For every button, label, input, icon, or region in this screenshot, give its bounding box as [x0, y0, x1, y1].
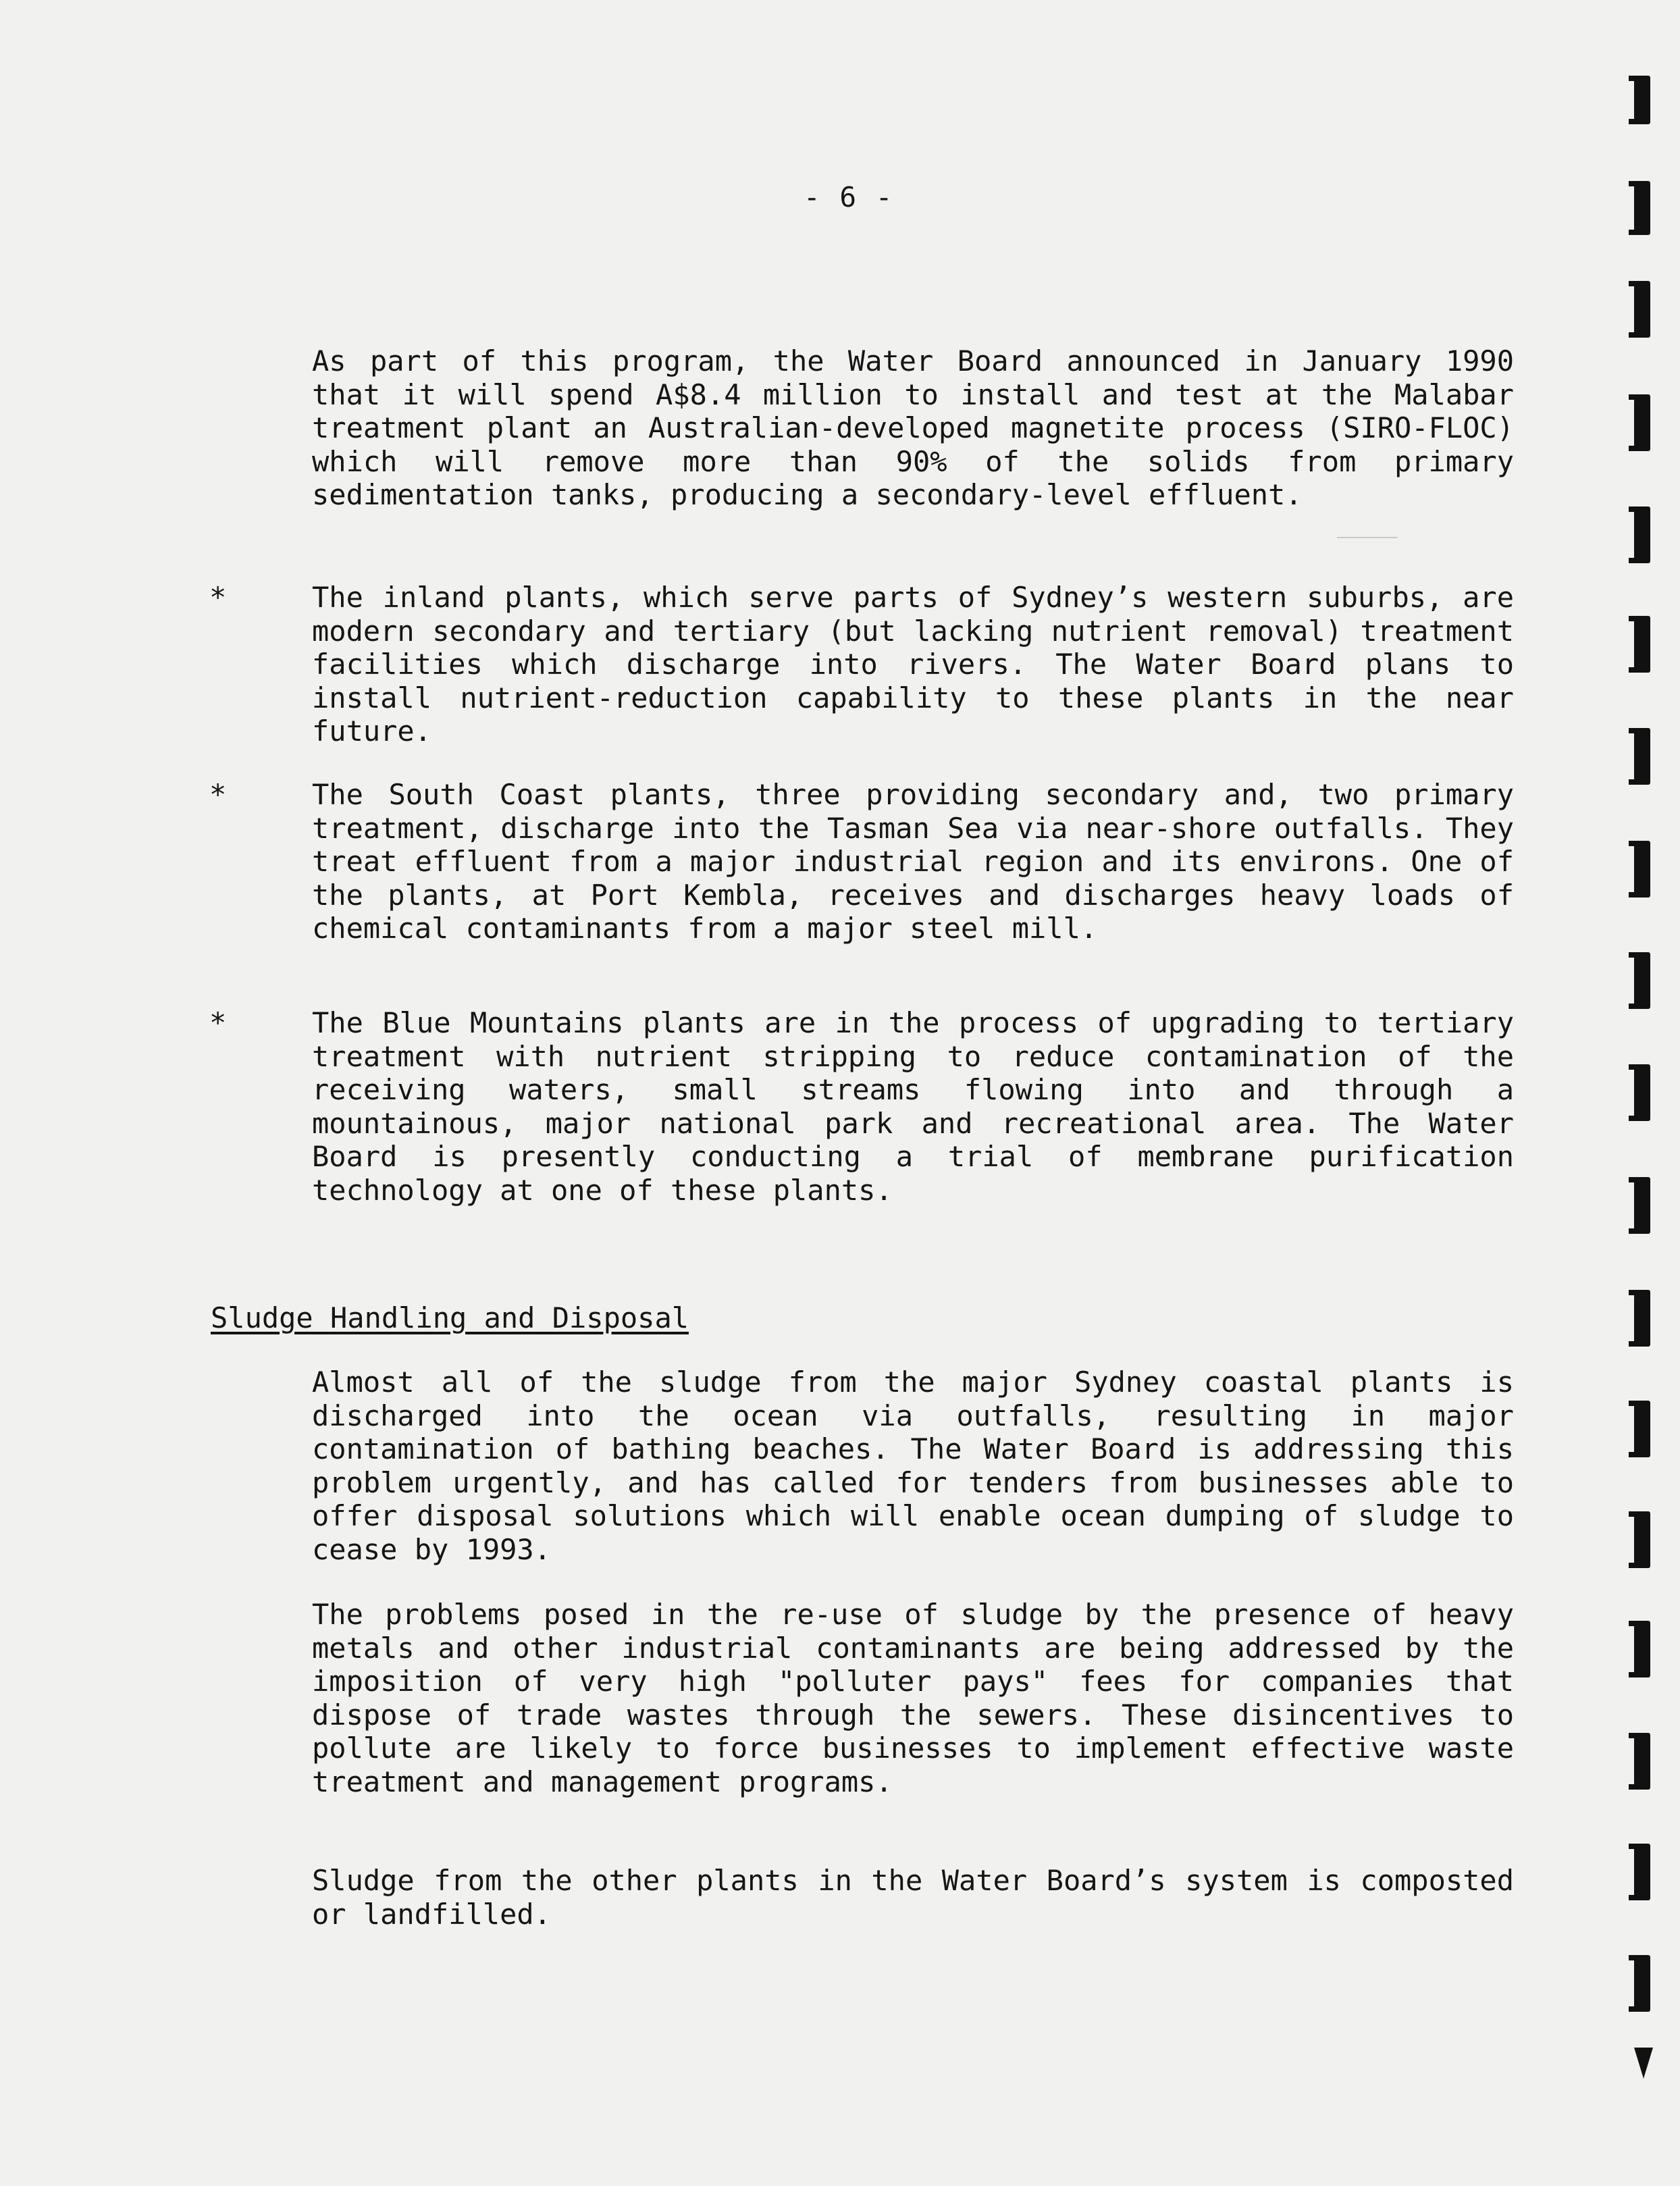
binding-mark	[1634, 394, 1650, 451]
binding-mark	[1634, 728, 1650, 785]
sludge-paragraph-1: Almost all of the sludge from the major Sydney coastal plants is discharged into the ocean via outfalls, resulting in major contamination of bathing beaches. The Water Board is addressing this problem urgently, and has called for tenders from businesses able to offer disposal solutions which will enable ocean dumping of sludge to cease by 1993.	[312, 1365, 1514, 1566]
binding-mark	[1634, 1064, 1650, 1121]
binding-mark	[1634, 1401, 1650, 1457]
page-number: - 6 -	[804, 181, 894, 213]
sludge-paragraph-3: Sludge from the other plants in the Water Board’s system is composted or landfilled.	[312, 1864, 1514, 1931]
binding-tip	[1634, 2048, 1653, 2079]
binding-mark	[1634, 841, 1650, 897]
bleed-through-mark	[1337, 537, 1398, 538]
binding-mark	[1634, 1290, 1650, 1347]
inland-plants-paragraph: The inland plants, which serve parts of Sydney’s western suburbs, are modern secondary and tertiary (but lacking nutrient removal) treatment facilities which discharge into rivers. The Water Board plans to install nutrient-reduction capability to these plants in the near future.	[312, 581, 1514, 748]
binding-mark	[1634, 1511, 1650, 1568]
binding-mark	[1634, 1844, 1650, 1900]
bullet-marker: *	[209, 581, 227, 614]
binding-mark	[1634, 181, 1650, 235]
south-coast-paragraph: The South Coast plants, three providing secondary and, two primary treatment, discharge into the Tasman Sea via near-shore outfalls. They treat effluent from a major industrial region and its environs. One of the plants, at Port Kembla, receives and discharges heavy loads of chemical contaminants from a major steel mill.	[312, 778, 1514, 945]
binding-mark	[1634, 506, 1650, 563]
blue-mountains-paragraph: The Blue Mountains plants are in the process of upgrading to tertiary treatment with nutrient stripping to reduce contamination of the receiving waters, small streams flowing into and through a mountainous, major national park and recreational area. The Water Board is presently conducting a trial of membrane purification technology at one of these plants.	[312, 1006, 1514, 1207]
binding-mark	[1634, 616, 1650, 673]
binding-mark	[1634, 76, 1650, 124]
binding-mark	[1634, 1733, 1650, 1790]
binding-mark	[1634, 1955, 1650, 2012]
binding-mark	[1634, 952, 1650, 1009]
sludge-paragraph-2: The problems posed in the re-use of sludge by the presence of heavy metals and other industrial contaminants are being addressed by the imposition of very high "polluter pays" fees for companies that dispose of trade wastes through the sewers. These disincentives to pollute are likely to force businesses to implement effective waste treatment and management programs.	[312, 1598, 1514, 1798]
bullet-marker: *	[209, 778, 227, 811]
bullet-marker: *	[209, 1006, 227, 1039]
binding-mark	[1634, 1621, 1650, 1677]
binding-mark	[1634, 281, 1650, 338]
section-heading: Sludge Handling and Disposal	[211, 1301, 689, 1334]
binding-mark	[1634, 1177, 1650, 1234]
intro-paragraph: As part of this program, the Water Board announced in January 1990 that it will spend A$8.4 million to install and test at the Malabar treatment plant an Australian-developed magnetite process (SIRO-FLOC) which will remove more than 90% of the solids from primary sedimentation tanks, producing a secondary-level effluent.	[312, 344, 1514, 511]
